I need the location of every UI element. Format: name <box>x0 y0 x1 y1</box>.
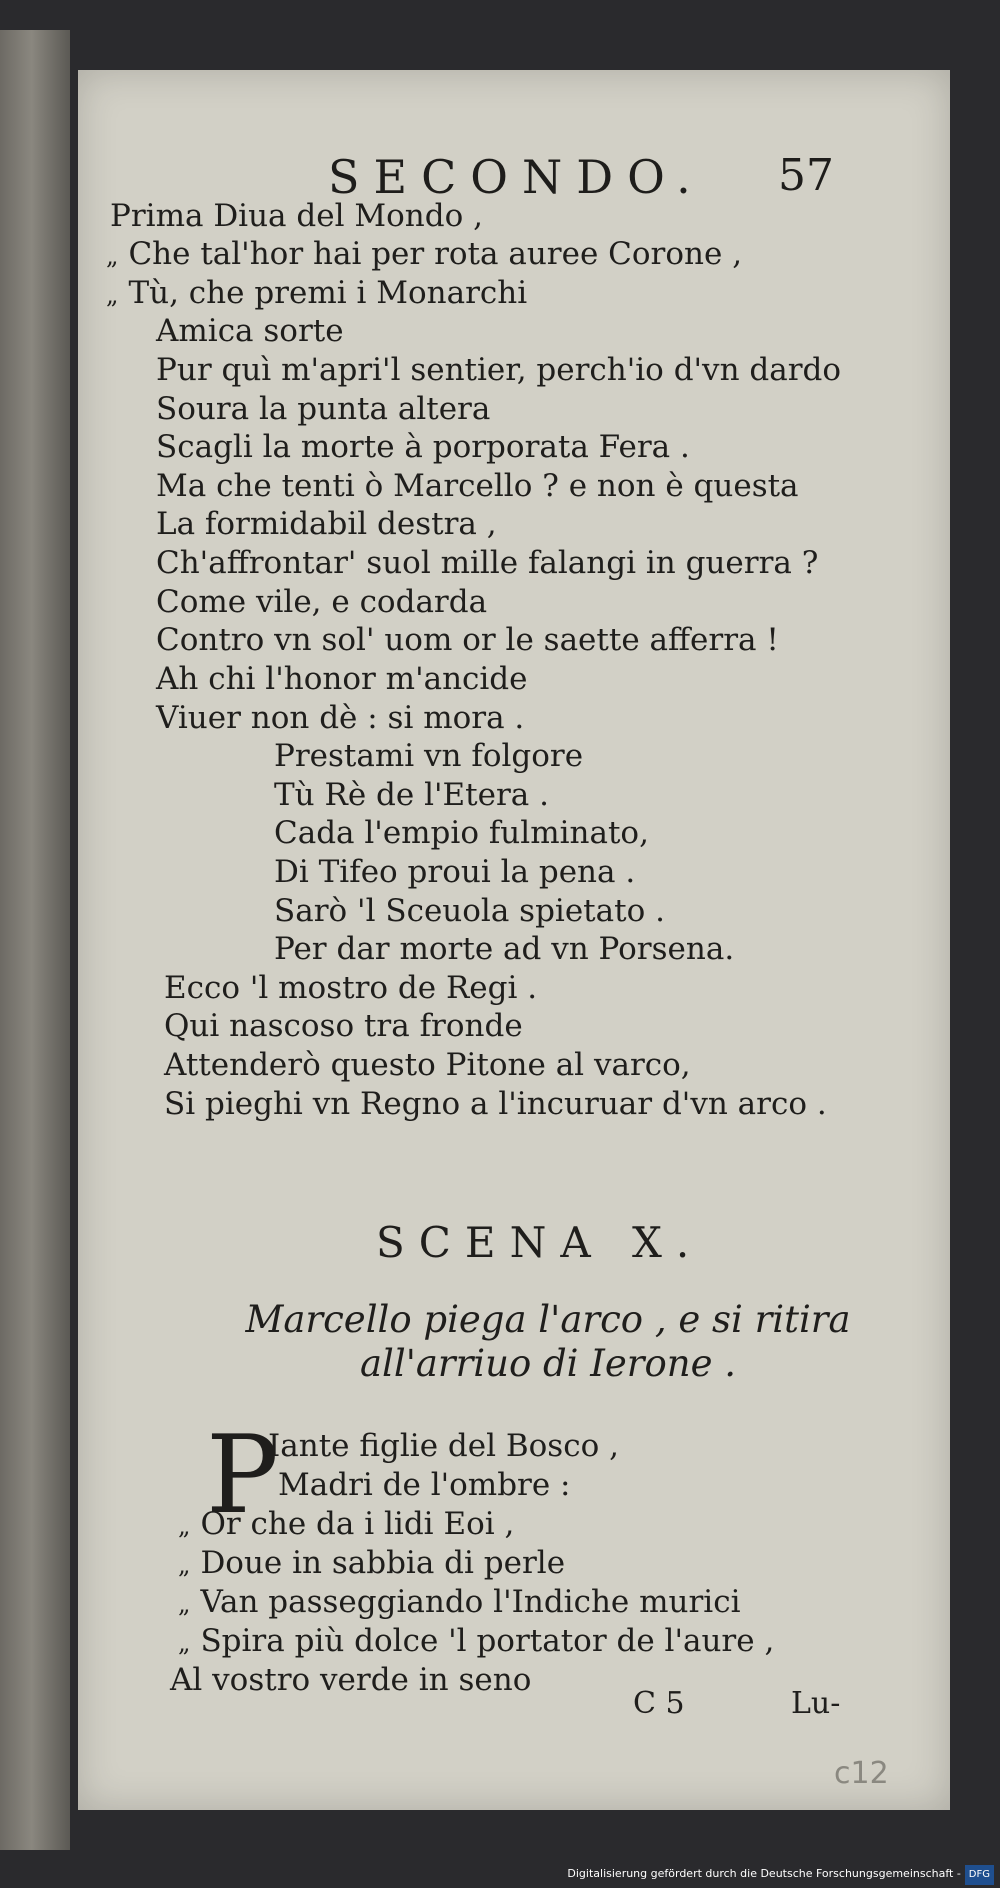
poem-line: La formidabil destra , <box>156 506 497 542</box>
poem-line: Amica sorte <box>156 313 344 349</box>
handwritten-note: c12 <box>834 1756 889 1791</box>
poem-line: Viuer non dè : si mora . <box>156 700 525 736</box>
drop-cap: P <box>206 1413 279 1538</box>
poem-line: Ch'affrontar' suol mille falangi in guerra ? <box>156 545 819 581</box>
poem-line: Soura la punta altera <box>156 391 491 427</box>
scene-line: „ Spira più dolce 'l portator de l'aure , <box>178 1623 775 1659</box>
digitization-credit <box>567 1864 994 1884</box>
poem-line: Scagli la morte à porporata Fera . <box>156 429 690 465</box>
poem-line: Tù Rè de l'Etera . <box>274 777 549 813</box>
catchword: Lu- <box>791 1686 841 1721</box>
poem-line: Per dar morte ad vn Porsena. <box>274 931 735 967</box>
poem-line: Contro vn sol' uom or le saette afferra ! <box>156 622 779 658</box>
poem-line: Si pieghi vn Regno a l'incuruar d'vn arco . <box>164 1086 827 1122</box>
poem-line: Ma che tenti ò Marcello ? e non è questa <box>156 468 799 504</box>
scene-line: Iante figlie del Bosco , <box>268 1428 619 1464</box>
scene-line: „ Doue in sabbia di perle <box>178 1545 566 1581</box>
poem-line: Sarò 'l Sceuola spietato . <box>274 893 665 929</box>
poem-line: Attenderò questo Pitone al varco, <box>164 1047 691 1083</box>
poem-line: „ Tù, che premi i Monarchi <box>106 275 528 311</box>
poem-line: Ah chi l'honor m'ancide <box>156 661 528 697</box>
stage-direction: all'arriuo di Ierone . <box>359 1342 737 1385</box>
scene-line: Madri de l'ombre : <box>278 1467 571 1503</box>
poem-line: Cada l'empio fulminato, <box>274 815 649 851</box>
poem-line: Come vile, e codarda <box>156 584 488 620</box>
poem-line: Di Tifeo proui la pena . <box>274 854 636 890</box>
poem-line: „ Che tal'hor hai per rota auree Corone , <box>106 236 743 272</box>
stage-direction: Marcello piega l'arco , e si ritira <box>245 1298 851 1341</box>
facing-page-edge <box>0 30 70 1850</box>
dfg-logo: DFG <box>965 1865 994 1885</box>
scene-line: „ Or che da i lidi Eoi , <box>178 1506 515 1542</box>
running-title: SECONDO. <box>328 150 705 204</box>
scene-title: SCENA X. <box>376 1218 704 1267</box>
book-page <box>78 70 950 1810</box>
scene-line: Al vostro verde in seno <box>170 1662 532 1698</box>
poem-line: Qui nascoso tra fronde <box>164 1008 523 1044</box>
poem-line: Ecco 'l mostro de Regi . <box>164 970 538 1006</box>
signature-mark: C 5 <box>633 1686 685 1721</box>
poem-line: Prestami vn folgore <box>274 738 584 774</box>
scene-line: „ Van passeggiando l'Indiche murici <box>178 1584 741 1620</box>
poem-line: Pur quì m'apri'l sentier, perch'io d'vn dardo <box>156 352 842 388</box>
credit-text: Digitalisierung gefördert durch die Deutsche Forschungsgemeinschaft - <box>567 1867 961 1880</box>
page-number: 57 <box>778 150 834 201</box>
poem-line: Prima Diua del Mondo , <box>110 198 483 234</box>
